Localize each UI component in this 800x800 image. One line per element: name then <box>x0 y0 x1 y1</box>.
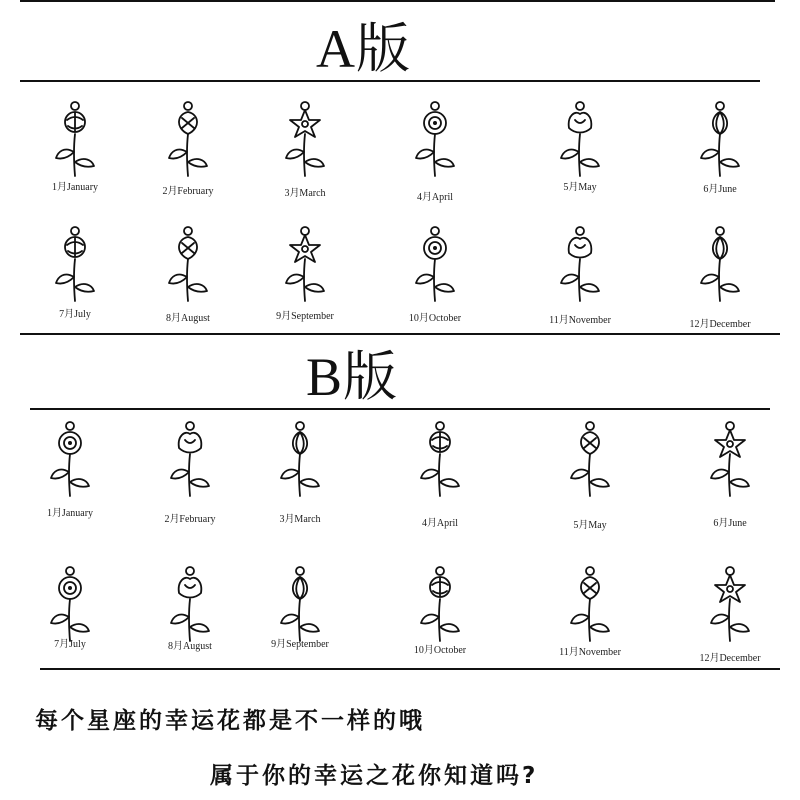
chrysanthemum-icon <box>565 565 615 645</box>
month-label: 4月April <box>421 518 459 529</box>
iris-icon <box>163 100 213 180</box>
month-label: 8月August <box>166 313 210 324</box>
larkspur-icon <box>50 225 100 305</box>
month-label: 2月February <box>162 186 214 197</box>
month-label: 10月October <box>408 313 462 324</box>
marigold-icon <box>410 225 460 305</box>
flower-pendant <box>380 225 490 325</box>
month-label: 12月December <box>699 653 761 664</box>
month-label: 6月June <box>713 518 747 529</box>
violet-icon <box>165 420 215 500</box>
flower-pendant <box>15 420 125 520</box>
flower-pendant <box>250 225 360 325</box>
section-a-rule <box>20 80 760 82</box>
holly-icon <box>705 565 755 645</box>
flower-pendant <box>525 225 635 325</box>
marigold-icon <box>415 565 465 645</box>
daisy-icon <box>415 420 465 500</box>
flower-pendant <box>665 225 775 330</box>
top-rule <box>20 0 775 2</box>
section-a-title: A版 <box>316 19 411 79</box>
section-a-bottom-rule <box>20 333 780 335</box>
section-b-bottom-rule <box>40 668 780 670</box>
morning-glory-icon <box>275 565 325 645</box>
month-label: 10月October <box>413 645 467 656</box>
slogan-line-1: 每个星座的幸运花都是不一样的哦 <box>35 708 425 734</box>
month-label: 4月April <box>416 192 454 203</box>
flower-pendant <box>385 420 495 529</box>
narcissus-icon <box>695 225 745 305</box>
flower-pendant <box>380 100 490 203</box>
month-label: 7月July <box>59 309 91 320</box>
lily-of-the-valley-icon <box>555 100 605 180</box>
month-label: 5月May <box>573 520 607 531</box>
chrysanthemum-icon <box>555 225 605 305</box>
month-label: 11月November <box>559 647 621 658</box>
flower-pendant <box>675 420 785 529</box>
flower-pendant <box>535 565 645 665</box>
month-label: 9月September <box>276 311 334 322</box>
flower-pendant <box>535 420 645 531</box>
daisy-icon <box>410 100 460 180</box>
snowdrop-icon <box>45 420 95 500</box>
flower-pendant <box>133 225 243 325</box>
flower-pendant <box>135 420 245 525</box>
flower-pendant <box>675 565 785 665</box>
month-label: 3月March <box>279 514 321 525</box>
month-label: 6月June <box>703 184 737 195</box>
rose-icon <box>705 420 755 500</box>
gladiolus-icon <box>165 565 215 645</box>
slogan-line-2: 属于你的幸运之花你知道吗? <box>210 763 539 789</box>
month-label: 2月February <box>164 514 216 525</box>
flower-pendant <box>250 100 360 200</box>
flower-pendant <box>525 100 635 200</box>
morning-glory-icon <box>280 225 330 305</box>
flower-pendant <box>245 565 355 665</box>
poppy-icon <box>163 225 213 305</box>
daffodil-icon <box>275 420 325 500</box>
month-label: 1月January <box>46 508 94 519</box>
flower-pendant <box>385 565 495 665</box>
flower-pendant <box>20 100 130 200</box>
rose-icon <box>695 100 745 180</box>
flower-pendant <box>665 100 775 200</box>
flower-pendant <box>245 420 355 525</box>
month-label: 9月September <box>271 639 329 650</box>
month-label: 8月August <box>168 641 212 652</box>
hawthorn-icon <box>565 420 615 500</box>
month-label: 11月November <box>549 315 611 326</box>
flower-pendant <box>20 225 130 325</box>
carnation-icon <box>50 100 100 180</box>
daffodil-icon <box>280 100 330 180</box>
flower-pendant <box>135 565 245 665</box>
larkspur-icon <box>45 565 95 645</box>
month-label: 1月January <box>51 182 99 193</box>
flower-pendant <box>15 565 125 665</box>
month-label: 3月March <box>284 188 326 199</box>
month-label: 7月July <box>54 639 86 650</box>
month-label: 12月December <box>689 319 751 330</box>
flower-pendant <box>133 100 243 200</box>
section-b-title: B版 <box>306 347 399 407</box>
month-label: 5月May <box>563 182 597 193</box>
section-b-rule <box>30 408 770 410</box>
